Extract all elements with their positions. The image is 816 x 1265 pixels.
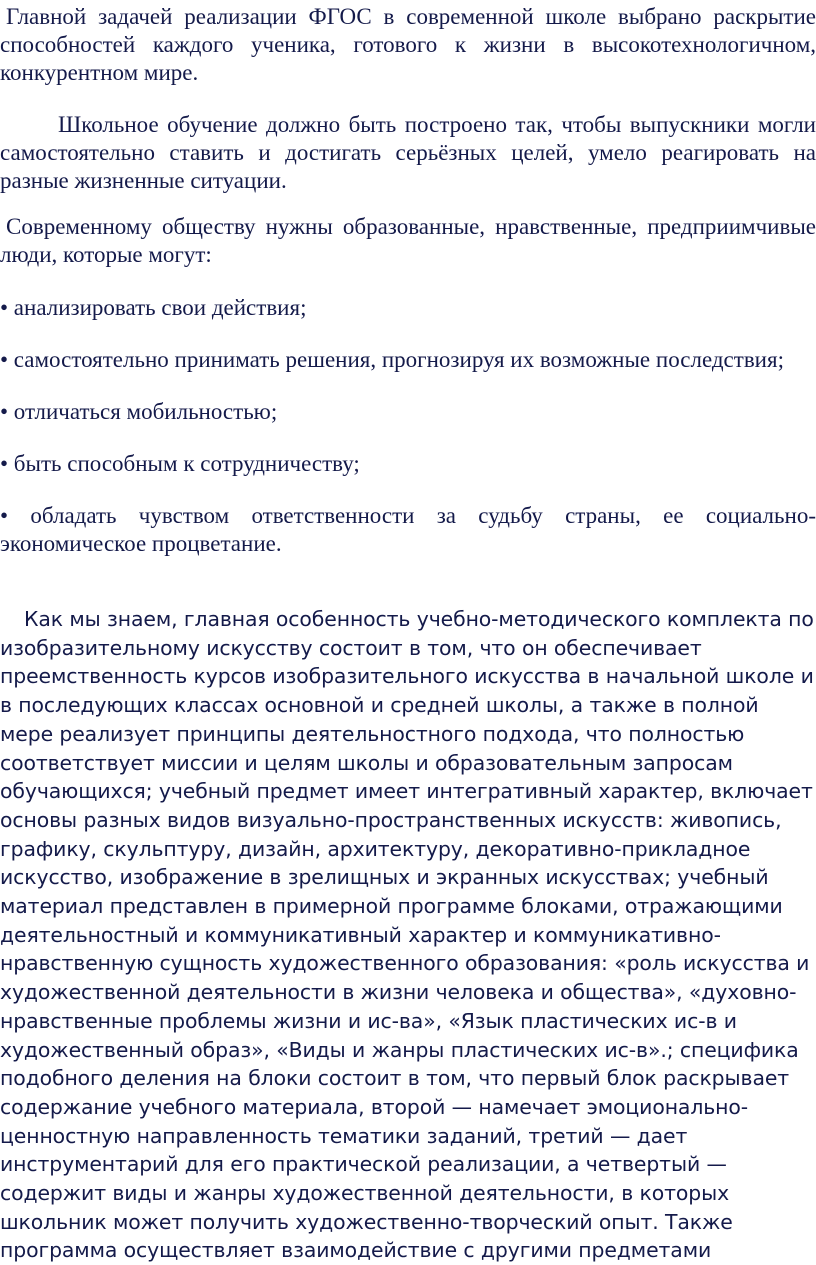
bullet-item: • анализировать свои действия;: [0, 295, 307, 320]
paragraph-school-education: Школьное обучение должно быть построено так, чтобы выпускники могли самостоятельно ставить и достигать серьёзных целей, умело реагировать на разные жизненные ситуации.: [0, 112, 816, 193]
paragraph-society-needs: Современному обществу нужны образованные, нравственные, предприимчивые люди, которые могут:: [0, 214, 816, 267]
paragraph-fgos-goal: Главной задачей реализации ФГОС в современной школе выбрано раскрытие способностей каждого ученика, готового к жизни в высокотехнологичном, конкурентном мире.: [0, 4, 816, 85]
paragraph-art-curriculum: Как мы знаем, главная особенность учебно-методического комплекта по изобразительному искусству состоит в том, что он обеспечивает преемственность курсов изобразительного искусства в начальной школе и в последующих классах основной и средней школы, а также в полной мере реализует принципы деятельностного подхода, что полностью соответствует миссии и целям школы и образовательным запросам обучающихся; учебный предмет имеет интегративный характер, включает основы разных видов визуально-пространственных искусств: живопись, графику, скульптуру, дизайн, архитектуру, декоративно-прикладное искусство, изображение в зрелищных и экранных искусствах; учебный материал представлен в примерной программе блоками, отражающими деятельностный и коммуникативный характер и коммуникативно-нравственную сущность художественного образования: «роль искусства и художественной деятельности в жизни человека и общества», «духовно-нравственные проблемы жизни и ис-ва», «Язык пластических ис-в и художественный образ», «Виды и жанры пластических ис-в».; специфика подобного деления на блоки состоит в том, что первый блок раскрывает содержание учебного материала, второй — намечает эмоционально-ценностную направленность тематики заданий, третий — дает инструментарий для его практической реализации, а четвертый — содержит виды и жанры художественной деятельности, в которых школьник может получить художественно-творческий опыт. Также программа осуществляет взаимодействие с другими предметами: [0, 607, 814, 1263]
bullet-item: • обладать чувством ответственности за судьбу страны, ее социально-экономическое процветание.: [0, 503, 816, 556]
bullet-item: • отличаться мобильностью;: [0, 399, 278, 424]
bullet-item: • быть способным к сотрудничеству;: [0, 451, 360, 476]
bullet-item: • самостоятельно принимать решения, прогнозируя их возможные последствия;: [0, 347, 784, 372]
